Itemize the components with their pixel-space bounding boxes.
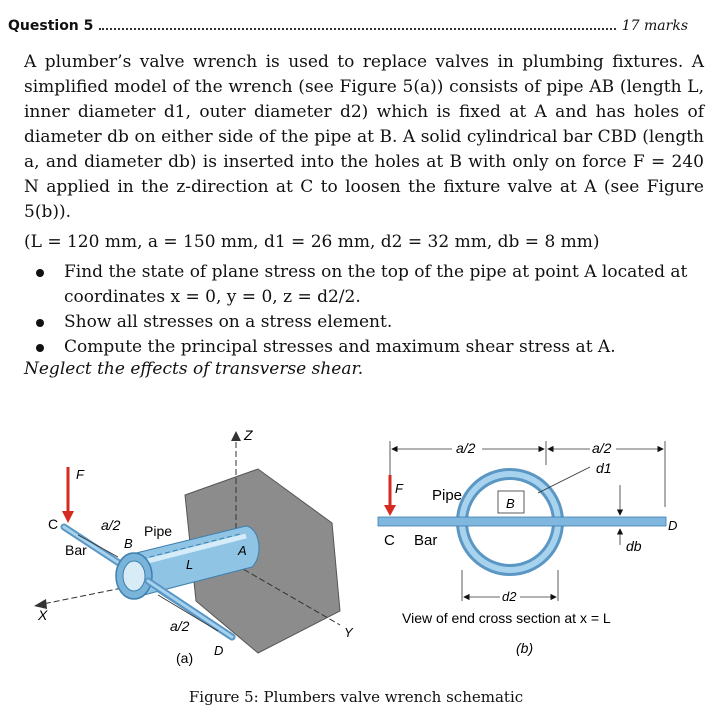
task-list bbox=[24, 260, 704, 360]
label-B-b: B bbox=[506, 496, 515, 511]
label-F-a: F bbox=[76, 467, 84, 482]
label-B-a: B bbox=[124, 536, 133, 551]
list-item bbox=[24, 260, 704, 310]
label-Y: Y bbox=[344, 625, 353, 640]
label-sub-b: (b) bbox=[516, 640, 534, 656]
label-d2: d2 bbox=[502, 589, 517, 604]
label-pipe-b: Pipe bbox=[432, 487, 463, 504]
label-Z: Z bbox=[244, 427, 253, 443]
task-text: Show all stresses on a stress element. bbox=[64, 312, 393, 332]
bullet-icon bbox=[36, 344, 44, 352]
question-header bbox=[8, 10, 688, 34]
given-values: (L = 120 mm, a = 150 mm, d1 = 26 mm, d2 = 32 mm, db = 8 mm) bbox=[24, 232, 600, 252]
label-A: A bbox=[238, 543, 247, 558]
question-marks: 17 marks bbox=[621, 18, 688, 34]
figure-b bbox=[378, 440, 677, 656]
note-text: Neglect the effects of transverse shear. bbox=[24, 359, 364, 379]
label-X: X bbox=[38, 607, 48, 623]
task-text: Compute the principal stresses and maximum shear stress at A. bbox=[64, 337, 616, 357]
problem-paragraph: A plumber’s valve wrench is used to replace valves in plumbing fixtures. A simplified model of the wrench (see Figure 5(a)) consists of pipe AB (length L, inner diameter d1, outer diameter d2) which is fixed at A and has holes of diameter db on either side of the pipe at B. A solid cylindrical bar CBD (length a, and diameter db) is inserted into the holes at B with only on force F = 240 N applied in the z-direction at C to loosen the fixture valve at A (see Figure 5(b)). bbox=[24, 52, 704, 222]
label-C-a: C bbox=[48, 516, 59, 532]
label-L: L bbox=[186, 557, 194, 572]
figure-caption bbox=[0, 688, 720, 706]
label-sub-a: (a) bbox=[176, 650, 194, 666]
bar-section bbox=[378, 517, 666, 526]
label-bar-a: Bar bbox=[65, 542, 87, 558]
label-db: db bbox=[626, 538, 642, 554]
task-text: Find the state of plane stress on the top of the pipe at point A located at coordinates x = 0, y = 0, z = d2/2. bbox=[64, 262, 688, 307]
list-item bbox=[24, 335, 704, 360]
figure-svg bbox=[0, 405, 720, 713]
dot-leader bbox=[99, 28, 615, 30]
figure-5 bbox=[0, 405, 720, 713]
caption-text: Figure 5: Plumbers valve wrench schematic bbox=[188, 688, 524, 706]
bullet-icon bbox=[36, 319, 44, 327]
bullet-icon bbox=[36, 269, 44, 277]
label-C-b: C bbox=[384, 532, 395, 549]
figure-a bbox=[34, 427, 354, 666]
label-a-half-left: a/2 bbox=[456, 440, 476, 456]
label-D-a: D bbox=[214, 643, 224, 658]
label-F-b: F bbox=[395, 481, 403, 496]
label-a-half-bottom: a/2 bbox=[170, 618, 190, 634]
label-d1: d1 bbox=[596, 460, 612, 476]
label-a-half-right: a/2 bbox=[592, 440, 612, 456]
question-title: Question 5 bbox=[8, 18, 94, 34]
label-view: View of end cross section at x = L bbox=[402, 610, 611, 626]
list-item bbox=[24, 310, 704, 335]
label-pipe-a: Pipe bbox=[144, 523, 173, 539]
problem-statement bbox=[24, 50, 704, 225]
label-a-half-top: a/2 bbox=[101, 517, 121, 533]
label-D-b: D bbox=[668, 518, 678, 533]
label-bar-b: Bar bbox=[414, 532, 438, 549]
